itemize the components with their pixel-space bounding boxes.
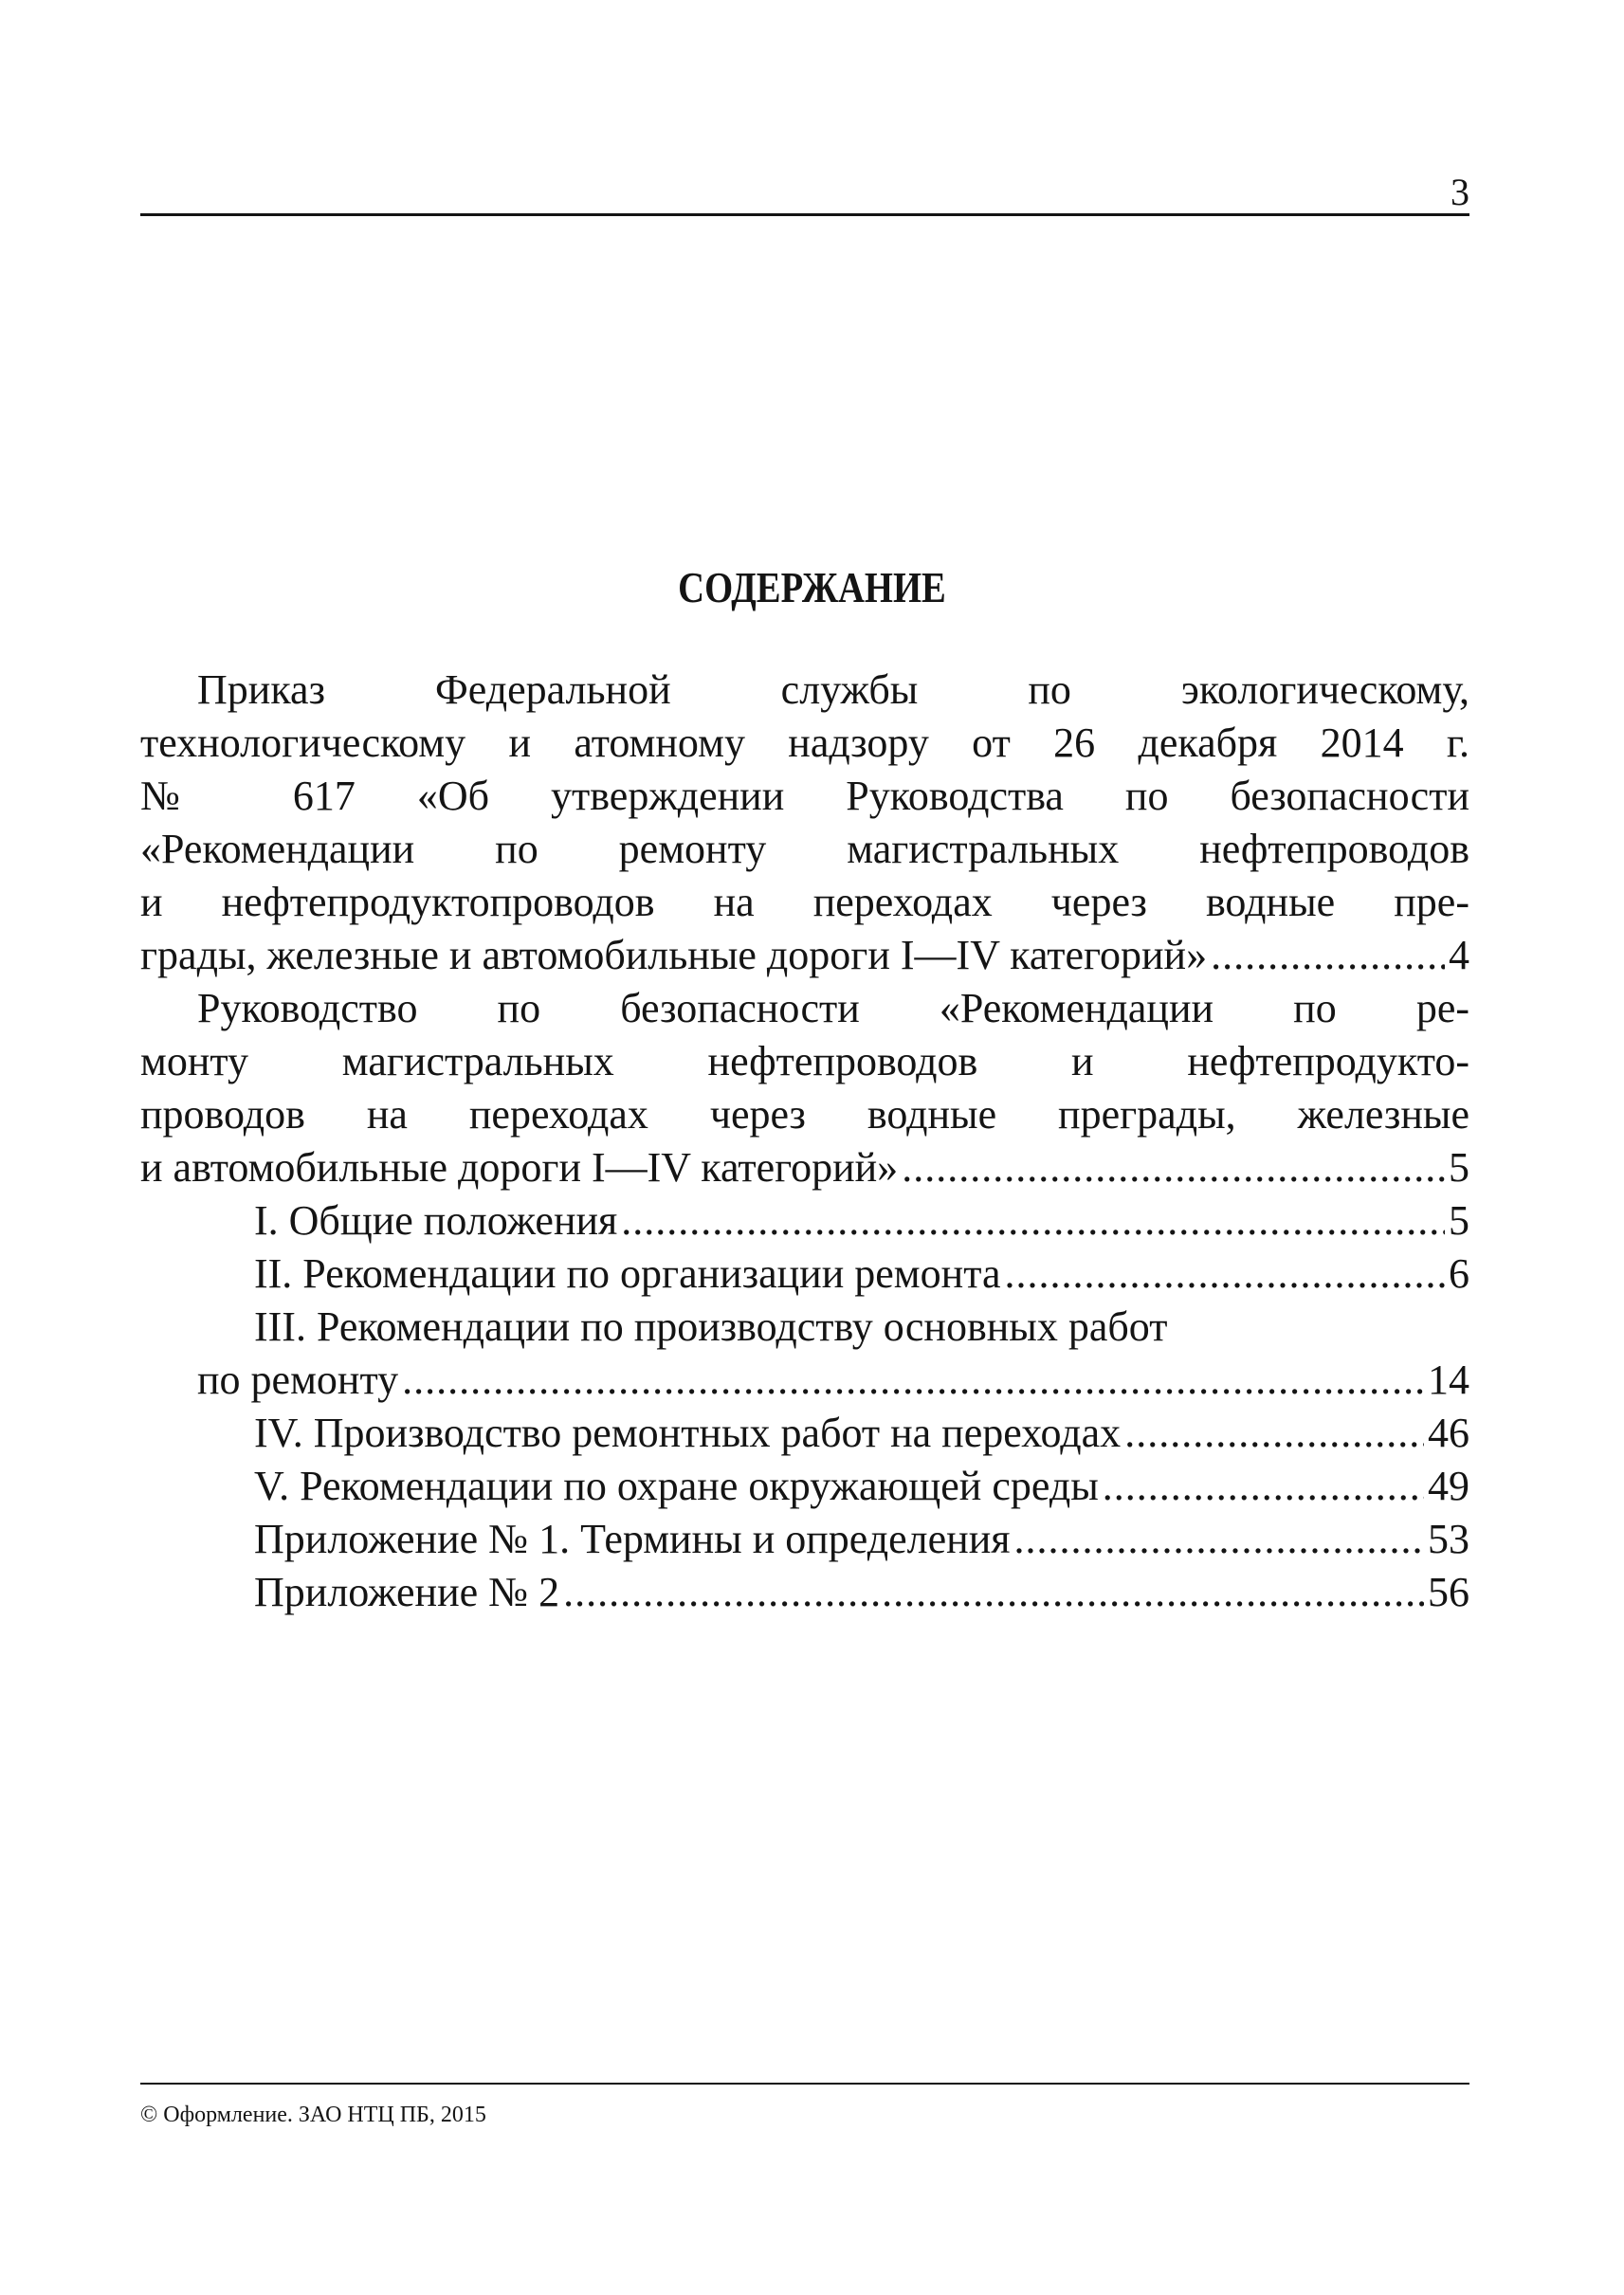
toc-entry-text-line: проводов на переходах через водные преграды, железные (140, 1091, 1469, 1138)
toc-entry-text-line: и автомобильные дороги I—IV категорий» (140, 1144, 899, 1191)
dot-leader (1211, 929, 1445, 982)
page-number: 3 (1451, 171, 1469, 213)
toc-entry-section-3[interactable] (140, 1301, 1469, 1407)
toc-entry-text-line: I. Общие положения (254, 1197, 618, 1244)
toc-entry-section-1[interactable] (140, 1194, 1469, 1248)
toc-page-number: 4 (1449, 932, 1469, 978)
toc-entry-order[interactable] (140, 664, 1469, 982)
toc-entry-text-line: монту магистральных нефтепроводов и нефтепродукто- (140, 1038, 1469, 1084)
dot-leader (621, 1194, 1445, 1248)
toc-page-number: 46 (1428, 1410, 1469, 1456)
header-rule (140, 213, 1469, 216)
toc-title: СОДЕРЖАНИЕ (678, 563, 946, 611)
toc-entry-text-line: «Рекомендации по ремонту магистральных нефтепроводов (140, 826, 1469, 872)
toc-entry-text-line: V. Рекомендации по охране окружающей среды (254, 1463, 1099, 1509)
dot-leader (1124, 1407, 1424, 1460)
footer-rule (140, 2083, 1469, 2085)
dot-leader (563, 1566, 1424, 1619)
copyright-notice: © Оформление. ЗАО НТЦ ПБ, 2015 (140, 2103, 486, 2127)
dot-leader (902, 1141, 1445, 1194)
toc-entry-text-line: Приказ Федеральной службы по экологическому, (197, 666, 1469, 713)
toc-entry-text-line: № 617 «Об утверждении Руководства по безопасности (140, 773, 1469, 819)
toc-entry-text-line: грады, железные и автомобильные дороги I—IV категорий» (140, 932, 1208, 978)
toc-entry-text-line: III. Рекомендации по производству основных работ (254, 1303, 1168, 1350)
toc-page-number: 49 (1428, 1463, 1469, 1509)
toc-entry-section-2[interactable] (140, 1248, 1469, 1301)
toc-entry-text-line: Руководство по безопасности «Рекомендации по ре- (197, 985, 1469, 1031)
toc-page-number: 56 (1428, 1569, 1469, 1615)
toc-entry-appendix-2[interactable] (140, 1566, 1469, 1619)
toc-entry-guide[interactable] (140, 982, 1469, 1194)
dot-leader (1005, 1248, 1446, 1301)
toc-entry-text-line: и нефтепродуктопроводов на переходах через водные пре- (140, 879, 1469, 925)
dot-leader (1103, 1460, 1424, 1513)
toc-entry-text-line: технологическому и атомному надзору от 26 декабря 2014 г. (140, 719, 1469, 766)
toc-entry-text-line: Приложение № 1. Термины и определения (254, 1516, 1011, 1562)
toc-page-number: 14 (1428, 1357, 1469, 1403)
toc-page-number: 5 (1449, 1197, 1469, 1244)
toc-entry-text-line: Приложение № 2 (254, 1569, 560, 1615)
toc-page-number: 53 (1428, 1516, 1469, 1562)
toc-entry-section-4[interactable] (140, 1407, 1469, 1460)
toc-entry-text-line: II. Рекомендации по организации ремонта (254, 1250, 1001, 1297)
toc-entry-text-line: по ремонту (197, 1357, 399, 1403)
toc-entry-appendix-1[interactable] (140, 1513, 1469, 1566)
toc-entry-section-5[interactable] (140, 1460, 1469, 1513)
dot-leader (402, 1354, 1424, 1407)
table-of-contents (140, 664, 1469, 1619)
toc-page-number: 5 (1449, 1144, 1469, 1191)
dot-leader (1013, 1513, 1424, 1566)
toc-entry-text-line: IV. Производство ремонтных работ на переходах (254, 1410, 1122, 1456)
toc-page-number: 6 (1449, 1250, 1469, 1297)
